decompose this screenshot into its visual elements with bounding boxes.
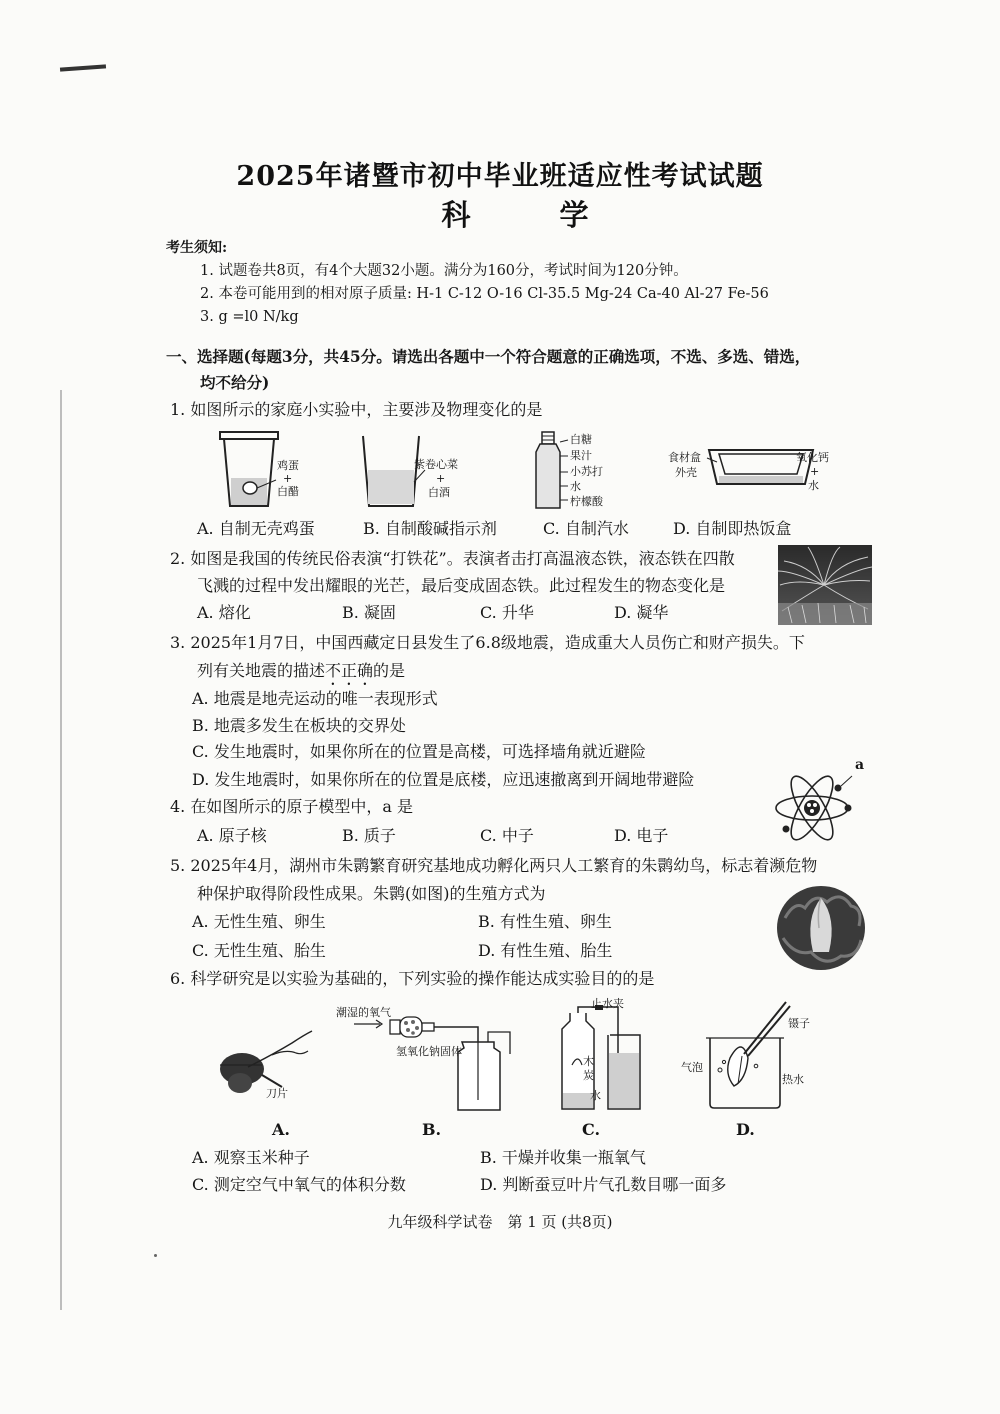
q1-cabbage-label-2: + bbox=[436, 472, 446, 485]
notice-heading: 考生须知: bbox=[166, 240, 228, 256]
q2-stem-line2: 飞溅的过程中发出耀眼的光芒，最后变成固态铁。此过程发生的物态变化是 bbox=[197, 576, 726, 595]
q6-d-tweezers-label: 镊子 bbox=[788, 1017, 810, 1030]
q1-box-label-1: 食材盒 bbox=[668, 451, 701, 464]
q3-option-c: C. 发生地震时，如果你所在的位置是高楼，可选择墙角就近避险 bbox=[192, 742, 646, 761]
q6-option-c: C. 测定空气中氧气的体积分数 bbox=[192, 1175, 406, 1194]
q1-cao-label-3: 水 bbox=[808, 479, 819, 492]
q3-stem-line1: 3. 2025年1月7日，中国西藏定日县发生了6.8级地震，造成重大人员伤亡和财产损失。下 bbox=[170, 633, 805, 652]
q6-c-clamp-label: 止水夹 bbox=[591, 997, 624, 1010]
q6-caption-a: A. bbox=[272, 1120, 290, 1139]
q4-option-b: B. 质子 bbox=[342, 826, 396, 845]
q6-stem: 6. 科学研究是以实验为基础的，下列实验的操作能达成实验目的的是 bbox=[170, 969, 655, 988]
q2-option-b: B. 凝固 bbox=[342, 603, 396, 622]
q2-iron-flower-photo bbox=[778, 545, 872, 625]
q6-d-bubble-label: 气泡 bbox=[681, 1061, 703, 1074]
q1-cabbage-label-3: 白酒 bbox=[428, 486, 450, 499]
q1-cabbage-figure bbox=[355, 430, 455, 512]
q5-option-d: D. 有性生殖、胎生 bbox=[478, 941, 613, 960]
q6-a-seed-figure bbox=[212, 1025, 318, 1115]
q6-caption-b: B. bbox=[422, 1120, 442, 1139]
q3-option-d: D. 发生地震时，如果你所在的位置是底楼，应迅速撤离到开阔地带避险 bbox=[192, 770, 695, 789]
q1-cao-label-2: + bbox=[810, 465, 820, 478]
q1-egg-figure bbox=[210, 430, 320, 512]
q4-atom-label-a: a bbox=[855, 757, 865, 773]
exam-title: 2025年诸暨市初中毕业班适应性考试试题 bbox=[236, 161, 764, 192]
q3-stem-line2-pre: 列有关地震的描述 bbox=[197, 661, 326, 680]
q1-cabbage-label-1: 紫卷心菜 bbox=[414, 458, 458, 471]
q2-option-d: D. 凝华 bbox=[614, 603, 669, 622]
q5-ibis-chick-photo bbox=[775, 878, 867, 974]
q4-option-d: D. 电子 bbox=[614, 826, 669, 845]
q6-option-d: D. 判断蚕豆叶片气孔数目哪一面多 bbox=[480, 1175, 727, 1194]
q4-option-c: C. 中子 bbox=[480, 826, 534, 845]
q2-stem-line1: 2. 如图是我国的传统民俗表演“打铁花”。表演者击打高温液态铁，液态铁在四散 bbox=[170, 549, 735, 568]
notice-item-1: 1. 试题卷共8页，有4个大题32小题。满分为160分，考试时间为120分钟。 bbox=[200, 263, 688, 279]
q1-lunchbox-figure bbox=[705, 440, 820, 500]
q1-cao-label-1: 氧化钙 bbox=[796, 451, 829, 464]
q6-b-wet-oxygen-label: 潮湿的氧气 bbox=[336, 1006, 391, 1019]
q1-soda-label-3: 小苏打 bbox=[570, 465, 603, 478]
q5-option-a: A. 无性生殖、卵生 bbox=[192, 912, 326, 931]
scan-speck bbox=[154, 1254, 157, 1257]
q1-soda-label-2: 果汁 bbox=[570, 449, 592, 462]
q1-option-b: B. 自制酸碱指示剂 bbox=[363, 519, 497, 538]
q1-option-d: D. 自制即热饭盒 bbox=[673, 519, 792, 538]
q1-stem: 1. 如图所示的家庭小实验中，主要涉及物理变化的是 bbox=[170, 400, 543, 419]
q4-atom-model-figure bbox=[772, 762, 858, 854]
notice-item-3: 3. g =l0 N/kg bbox=[200, 309, 299, 325]
section-heading: 一、选择题(每题3分，共45分。请选出各题中一个符合题意的正确选项，不选、多选、错选， bbox=[166, 347, 811, 366]
q6-d-leaf-figure bbox=[700, 996, 796, 1112]
q6-a-blade-label: 刀片 bbox=[266, 1087, 288, 1100]
q6-caption-c: C. bbox=[582, 1120, 601, 1139]
page-footer: 九年级科学试卷 第 1 页 (共8页) bbox=[387, 1213, 613, 1231]
q4-option-a: A. 原子核 bbox=[197, 826, 267, 845]
q1-egg-label-1: 鸡蛋 bbox=[277, 459, 299, 472]
q5-option-b: B. 有性生殖、卵生 bbox=[478, 912, 612, 931]
q2-option-c: C. 升华 bbox=[480, 603, 534, 622]
q3-stem-line2-post: 的是 bbox=[373, 661, 406, 680]
q6-c-charcoal-label-1: 木 bbox=[583, 1055, 594, 1068]
q5-option-c: C. 无性生殖、胎生 bbox=[192, 941, 326, 960]
q1-egg-label-3: 白醋 bbox=[277, 485, 299, 498]
q4-stem: 4. 在如图所示的原子模型中，a 是 bbox=[170, 797, 413, 816]
q3-emphasis-not-correct: 不正确 bbox=[325, 661, 374, 680]
page-edge-line bbox=[60, 390, 62, 1310]
q1-egg-label-2: + bbox=[283, 472, 293, 485]
section-heading-cont: 均不给分) bbox=[200, 373, 270, 392]
scan-mark bbox=[60, 64, 106, 71]
q2-option-a: A. 熔化 bbox=[197, 603, 251, 622]
q6-b-naoh-label: 氢氧化钠固体 bbox=[396, 1045, 462, 1058]
q1-soda-label-5: 柠檬酸 bbox=[570, 495, 603, 508]
q6-c-water-label: 水 bbox=[590, 1089, 601, 1102]
q1-option-c: C. 自制汽水 bbox=[543, 519, 629, 538]
notice-item-2: 2. 本卷可能用到的相对原子质量: H-1 C-12 O-16 Cl-35.5 Mg-24 Ca-40 Al-27 Fe-56 bbox=[200, 286, 769, 302]
q1-soda-label-4: 水 bbox=[570, 480, 581, 493]
subject-title: 科 学 bbox=[441, 198, 619, 232]
q1-box-label-2: 外壳 bbox=[675, 466, 697, 479]
q5-stem-line1: 5. 2025年4月，湖州市朱鹮繁育研究基地成功孵化两只人工繁育的朱鹮幼鸟，标志着濒危物 bbox=[170, 856, 818, 875]
q6-caption-d: D. bbox=[736, 1120, 755, 1139]
q3-option-a: A. 地震是地壳运动的唯一表现形式 bbox=[192, 689, 438, 708]
q6-b-drying-figure bbox=[350, 1014, 528, 1114]
q1-option-a: A. 自制无壳鸡蛋 bbox=[197, 519, 315, 538]
q6-d-hot-water-label: 热水 bbox=[782, 1073, 804, 1086]
q6-option-b: B. 干燥并收集一瓶氧气 bbox=[480, 1148, 646, 1167]
q6-option-a: A. 观察玉米种子 bbox=[192, 1148, 310, 1167]
q6-c-charcoal-label-2: 炭 bbox=[583, 1069, 594, 1082]
q1-soda-label-1: 白糖 bbox=[570, 433, 592, 446]
q5-stem-line2: 种保护取得阶段性成果。朱鹮(如图)的生殖方式为 bbox=[197, 884, 546, 903]
q3-option-b: B. 地震多发生在板块的交界处 bbox=[192, 716, 406, 735]
q3-stem-line2 bbox=[197, 660, 405, 689]
